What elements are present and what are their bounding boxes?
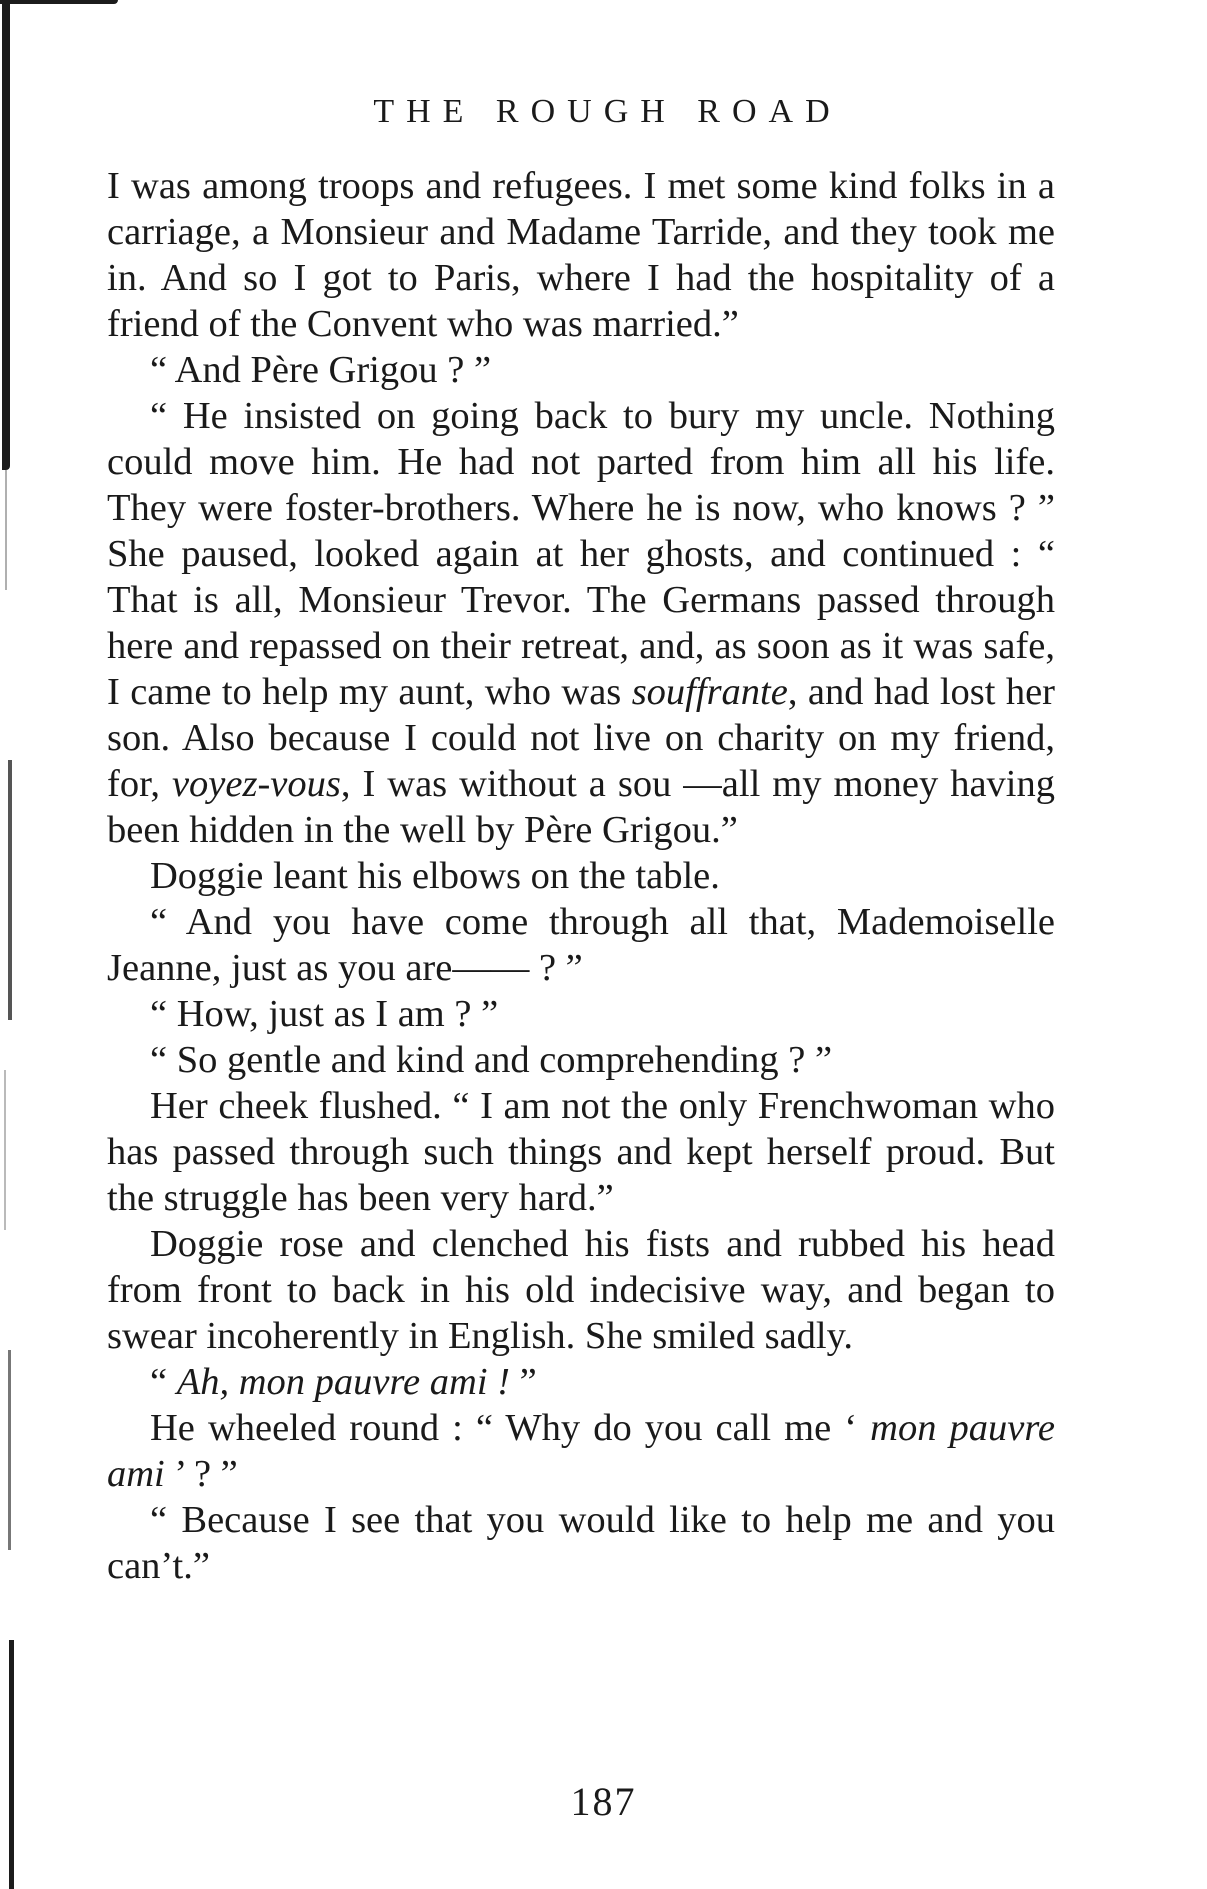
paragraph	[107, 347, 1055, 393]
text-run: Her cheek flushed. “ I am not the only Frenchwoman who has passed through such things and kept herself proud. But the struggle has been very hard.”	[107, 1085, 1055, 1219]
body-text	[107, 163, 1055, 1589]
text-run: “ He insisted on going back to bury my uncle. Nothing could move him. He had not parted from him all his life. They were foster-brothers. Where he is now, who knows ? ” She paused, looked again at her ghosts, and continued : “ That is all, Monsieur Trevor. The Germans passed through here and repassed on their retreat, and, as soon as it was safe, I came to help my aunt, who was	[107, 395, 1055, 713]
paragraph	[107, 1359, 1055, 1405]
italic-text: mon pauvre ami	[107, 1407, 1055, 1495]
text-run: “ How, just as I am ? ”	[150, 993, 499, 1035]
paragraph	[107, 991, 1055, 1037]
paragraph	[107, 1497, 1055, 1589]
paragraph	[107, 899, 1055, 991]
italic-text: voyez-vous	[171, 763, 341, 805]
paragraph	[107, 1083, 1055, 1221]
page-number: 187	[570, 1779, 637, 1824]
text-run: “	[150, 1361, 177, 1403]
text-run: , I was without a sou —all my money having been hidden in the well by Père Grigou.”	[107, 763, 1055, 851]
scan-binding-edge	[0, 0, 14, 1889]
paragraph	[107, 1037, 1055, 1083]
paragraph	[107, 1405, 1055, 1497]
scan-corner-mark	[0, 0, 118, 4]
text-run: “ And you have come through all that, Mademoiselle Jeanne, just as you are—— ? ”	[107, 901, 1055, 989]
running-title: THE ROUGH ROAD	[373, 93, 842, 130]
text-run: ’ ? ”	[164, 1453, 238, 1495]
paragraph	[107, 393, 1055, 853]
text-run: Doggie rose and clenched his fists and rubbed his head from front to back in his old indecisive way, and began to swear incoherently in English. She smiled sadly.	[107, 1223, 1055, 1357]
paragraph	[107, 853, 1055, 899]
text-run: He wheeled round : “ Why do you call me ‘	[150, 1407, 871, 1449]
italic-text: souffrante	[631, 671, 788, 713]
text-run: , and had lost her son. Also because I could not live on charity on my friend, for,	[107, 671, 1055, 805]
text-run: “ So gentle and kind and comprehending ? ”	[150, 1039, 833, 1081]
paragraph	[107, 163, 1055, 347]
text-run: “ And Père Grigou ? ”	[150, 349, 492, 391]
text-run: ”	[509, 1361, 537, 1403]
text-run: Doggie leant his elbows on the table.	[150, 855, 720, 897]
italic-text: Ah, mon pauvre ami !	[176, 1361, 510, 1403]
text-run: “ Because I see that you would like to help me and you can’t.”	[107, 1499, 1055, 1587]
text-run: I was among troops and refugees. I met some kind folks in a carriage, a Monsieur and Madame Tarride, and they took me in. And so I got to Paris, where I had the hospitality of a friend of the Convent who was married.”	[107, 165, 1055, 345]
paragraph	[107, 1221, 1055, 1359]
